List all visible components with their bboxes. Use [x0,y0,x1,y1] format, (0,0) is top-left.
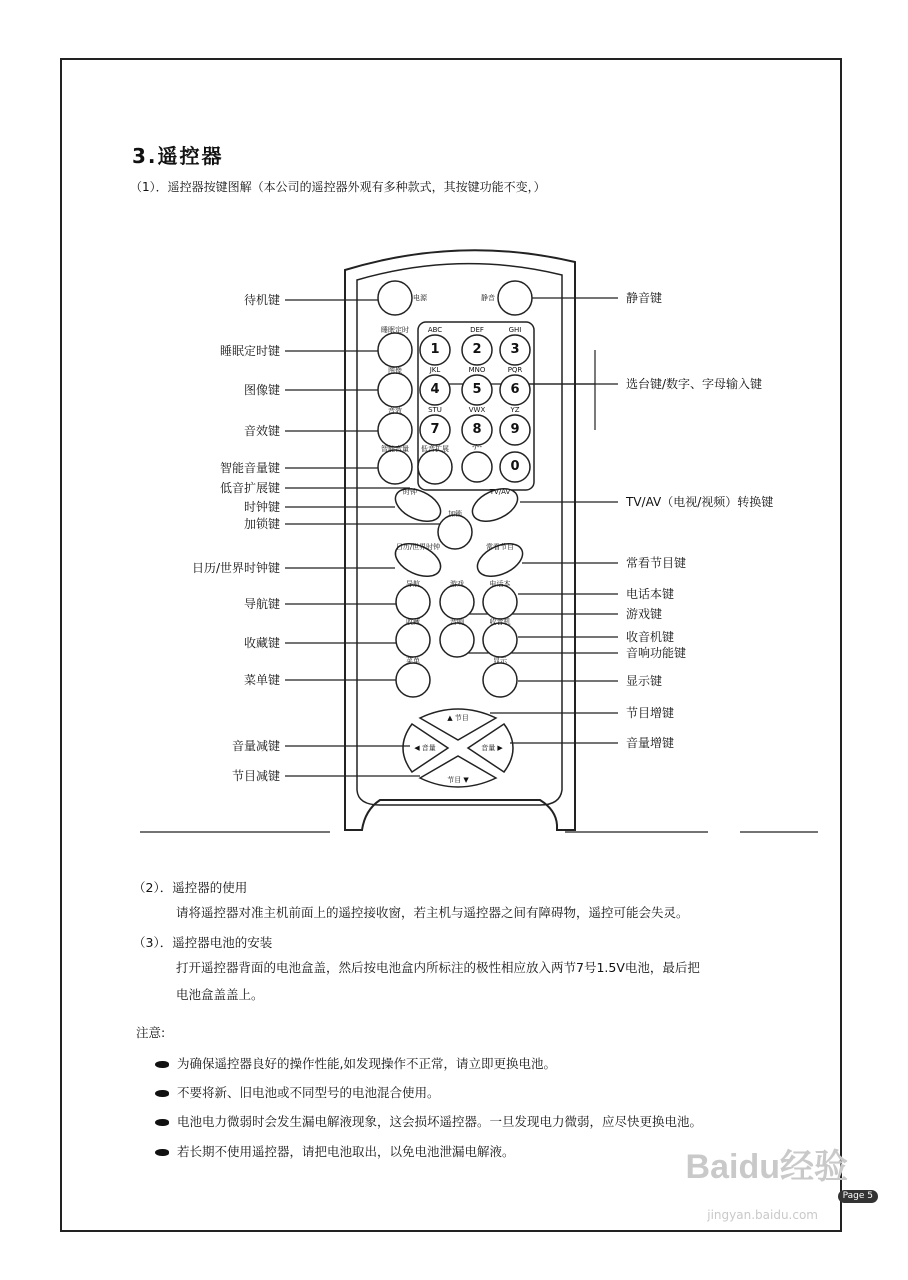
remote-button-bass[interactable] [418,450,452,484]
button-label-vol_up: 音量 ▶ [481,744,503,752]
notes-heading: 注意: [136,1025,166,1040]
callout-left: 加锁键 [243,517,280,531]
callout-right: 音量增键 [626,736,675,750]
digit-button--/--[interactable] [462,452,492,482]
button-label-sound: 音效 [388,407,402,415]
callout-left: 智能音量键 [219,461,280,475]
callout-right: 静音键 [626,291,663,305]
remote-button-smart_vol[interactable] [378,450,412,484]
bullet-icon [155,1061,169,1068]
digit-label: 5 [472,382,482,397]
digit-label: 1 [430,342,440,357]
button-label-ch_up: ▲ 节目 [447,714,469,722]
callout-left: 日历/世界时钟键 [191,561,280,575]
section2-heading: （2）．遥控器的使用 [133,880,248,895]
note-text: 电池电力微弱时会发生漏电解液现象，这会损坏遥控器。一旦发现电力微弱，应尽快更换电池。 [177,1114,703,1129]
callout-right: 节目增键 [626,706,675,720]
callout-right: 显示键 [626,674,663,688]
note-item [155,1054,556,1072]
button-label-phonebook: 电话本 [489,580,511,588]
remote-button-picture[interactable] [378,373,412,407]
intro-text: （1）．遥控器按键图解（本公司的遥控器外观有多种款式，其按键功能不变，） [130,180,546,194]
letter-label: VWX [468,406,486,414]
button-label-audio: 音响 [450,618,464,626]
callout-right: 电话本键 [626,587,675,601]
watermark-logo: Baidu经验 [685,1148,848,1186]
bullet-icon [155,1119,169,1126]
button-label-sleep: 睡眠定时 [381,326,409,334]
callout-right: 选台键/数字、字母输入键 [626,377,763,391]
remote-button-collect[interactable] [396,623,430,657]
digit-label: 6 [510,382,520,397]
remote-button-game[interactable] [440,585,474,619]
digit-label: 9 [510,422,520,437]
button-label-game: 游戏 [450,580,464,588]
callout-left: 音效键 [243,424,280,438]
note-item [155,1083,440,1101]
button-label-vol_down: ◀ 音量 [414,744,436,752]
note-item [155,1112,702,1130]
letter-label: GHI [508,326,522,334]
button-label-display: 显示 [493,657,507,665]
note-text: 若长期不使用遥控器，请把电池取出，以免电池泄漏电解液。 [177,1144,515,1159]
callout-left: 待机键 [243,293,280,307]
digit-label: 4 [430,382,440,397]
button-label-favorite: 常看节目 [486,543,514,551]
button-label-ch_down: 节目 ▼ [447,776,469,784]
remote-button-nav[interactable] [396,585,430,619]
remote-button-audio[interactable] [440,623,474,657]
callout-right: TV/AV（电视/视频）转换键 [626,495,774,509]
callout-right: 游戏键 [626,607,663,621]
bullet-icon [155,1149,169,1156]
digit-label: 2 [472,342,482,357]
note-text: 为确保遥控器良好的操作性能,如发现操作不正常，请立即更换电池。 [177,1056,556,1071]
remote-button-lock[interactable] [438,515,472,549]
remote-button-phonebook[interactable] [483,585,517,619]
remote-button-sleep[interactable] [378,333,412,367]
digit-label: 7 [430,422,440,437]
button-label-power: 电源 [413,294,427,302]
button-label-picture: 图像 [388,367,402,375]
callout-left: 时钟键 [243,500,280,514]
callout-left: 低音扩展键 [219,481,280,495]
section-title: 3.遥控器 [132,144,224,168]
callout-left: 菜单键 [243,673,280,687]
callout-left: 节目减键 [231,769,280,783]
letter-label: -/-- [472,443,482,451]
digit-label: 3 [510,342,520,357]
callout-left: 睡眠定时键 [219,344,280,358]
remote-button-display[interactable] [483,663,517,697]
section2-body: 请将遥控器对准主机前面上的遥控接收窗，若主机与遥控器之间有障碍物，遥控可能会失灵。 [176,905,689,920]
button-label-tvav: TV/AV [489,488,511,496]
letter-label: YZ [510,406,520,414]
section3-body-line2: 电池盒盖盖上。 [176,987,264,1002]
callout-right: 音响功能键 [626,646,687,660]
digit-label: 8 [472,422,482,437]
page-number: Page 5 [838,1190,878,1203]
letter-label: DEF [470,326,484,334]
remote-button-power[interactable] [378,281,412,315]
remote-button-sound[interactable] [378,413,412,447]
section3-heading: （3）．遥控器电池的安装 [133,935,273,950]
button-label-lock: 加锁 [448,510,462,518]
note-text: 不要将新、旧电池或不同型号的电池混合使用。 [177,1085,440,1100]
letter-label: PQR [507,366,523,374]
watermark-url: jingyan.baidu.com [707,1208,818,1222]
remote-button-menu[interactable] [396,663,430,697]
letter-label: MNO [468,366,486,374]
button-label-radio: 收音机 [489,618,511,626]
note-item [155,1142,515,1160]
callout-right: 收音机键 [626,630,675,644]
digit-label: 0 [510,459,520,474]
remote-button-clock[interactable] [390,482,445,528]
button-label-smart_vol: 智能音量 [381,445,409,453]
button-label-nav: 导航 [406,580,420,588]
callout-left: 导航键 [243,597,280,611]
button-label-collect: 收藏 [406,618,420,626]
bullet-icon [155,1090,169,1097]
button-label-menu: 菜单 [406,657,420,665]
letter-label: STU [428,406,442,414]
button-label-clock: 时钟 [403,488,417,496]
callout-left: 音量减键 [231,739,280,753]
letter-label: ABC [427,326,443,334]
letter-label: JKL [429,366,441,374]
remote-button-radio[interactable] [483,623,517,657]
button-label-calendar: 日历/世界时钟 [395,543,441,551]
button-label-mute: 静音 [481,294,495,302]
remote-button-mute[interactable] [498,281,532,315]
callout-left: 收藏键 [243,636,280,650]
callout-left: 图像键 [243,383,280,397]
section3-body-line1: 打开遥控器背面的电池盒盖，然后按电池盒内所标注的极性相应放入两节7号1.5V电池，最后把 [176,960,700,975]
button-label-bass: 低音扩展 [421,445,449,453]
callout-right: 常看节目键 [626,556,687,570]
